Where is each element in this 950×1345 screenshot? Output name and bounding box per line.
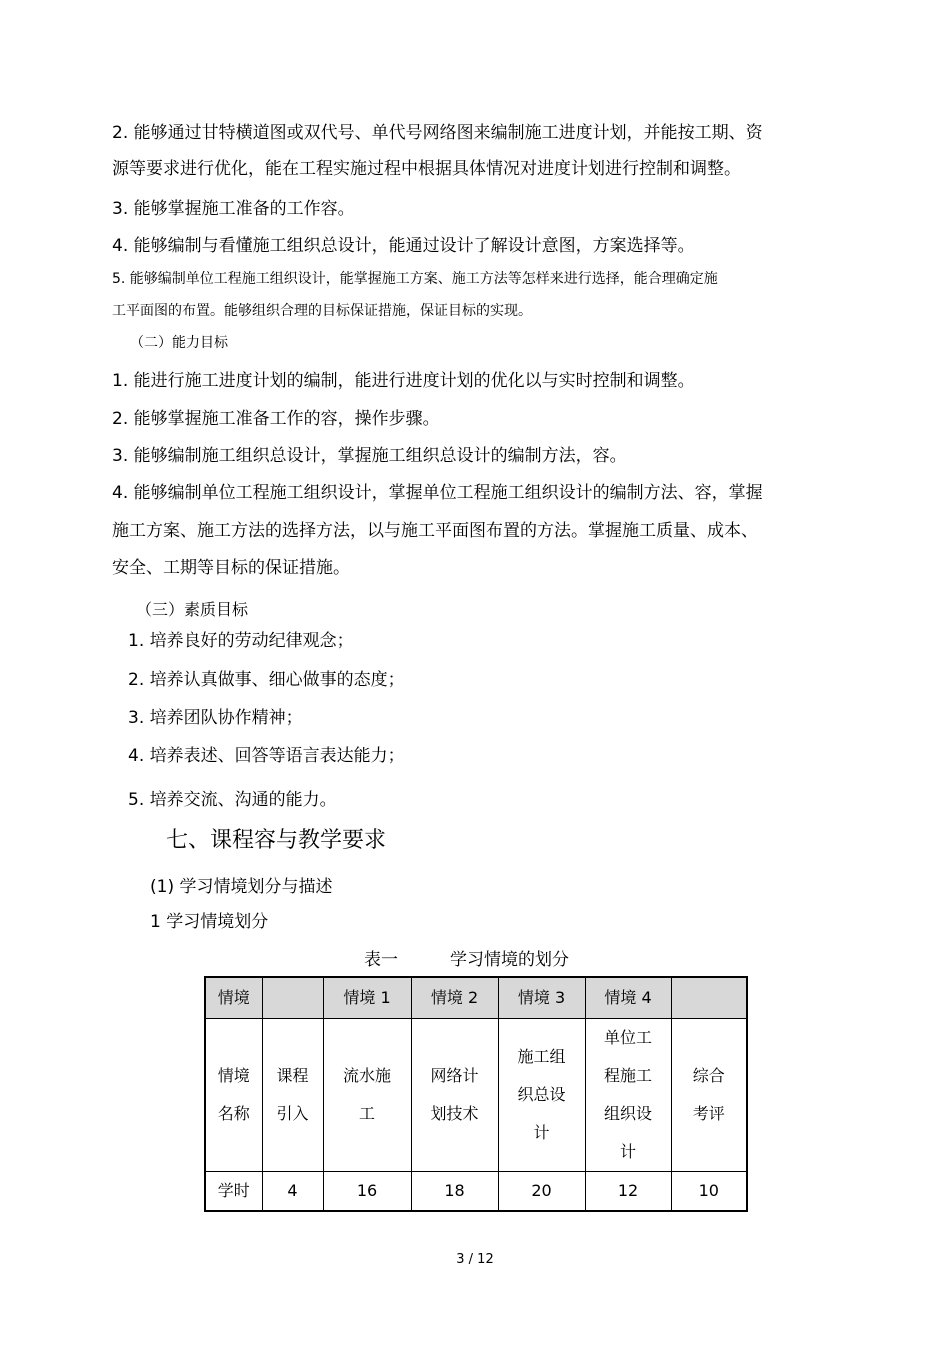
name-text: 情境名称 (217, 1066, 250, 1123)
quality-item-2: 2. 培养认真做事、细心做事的态度； (128, 670, 405, 690)
quality-item-1: 1. 培养良好的劳动纪律观念； (128, 631, 354, 651)
ability-item-4-line-2: 施工方案、施工方法的选择方法，以与施工平面图布置的方法。掌握施工质量、成本、 (112, 521, 758, 541)
name-text: 综合考评 (692, 1066, 725, 1123)
header-cell: 情境 2 (411, 977, 498, 1019)
hours-cell: 18 (411, 1172, 498, 1212)
hours-cell: 12 (585, 1172, 671, 1212)
hours-cell: 学时 (205, 1172, 262, 1212)
knowledge-item-5-line-2: 工平面图的布置。能够组织合理的目标保证措施，保证目标的实现。 (112, 303, 532, 319)
section-7-subheading-1: (1) 学习情境划分与描述 (150, 877, 333, 897)
table-caption-title: 学习情境的划分 (450, 950, 569, 970)
knowledge-item-4: 4. 能够编制与看懂施工组织总设计，能通过设计了解设计意图，方案选择等。 (112, 236, 695, 256)
name-text: 单位工程施工组织设计 (603, 1028, 652, 1161)
knowledge-item-2-line-1: 2. 能够通过甘特横道图或双代号、单代号网络图来编制施工进度计划，并能按工期、资 (112, 123, 763, 143)
table-caption-label: 表一 (364, 950, 398, 970)
name-cell (585, 1019, 671, 1172)
hours-cell: 20 (498, 1172, 585, 1212)
quality-item-4: 4. 培养表述、回答等语言表达能力； (128, 746, 405, 766)
ability-heading: （二）能力目标 (130, 335, 228, 351)
quality-item-5: 5. 培养交流、沟通的能力。 (128, 790, 337, 810)
table-names-row (205, 1019, 747, 1172)
name-text: 流水施工 (342, 1066, 391, 1123)
quality-heading: （三）素质目标 (136, 600, 249, 619)
name-text: 施工组织总设计 (517, 1047, 566, 1142)
table-hours-row (205, 1172, 747, 1212)
hours-cell: 16 (323, 1172, 411, 1212)
knowledge-item-5-line-1: 5. 能够编制单位工程施工组织设计，能掌握施工方案、施工方法等怎样来进行选择，能合理确定施 (112, 271, 718, 287)
situations-table (204, 976, 748, 1212)
quality-item-3: 3. 培养团队协作精神； (128, 708, 303, 728)
name-cell (411, 1019, 498, 1172)
table-header-row (205, 977, 747, 1019)
section-7-subheading-2: 1 学习情境划分 (150, 912, 269, 932)
knowledge-item-3: 3. 能够掌握施工准备的工作容。 (112, 199, 355, 219)
hours-cell: 10 (671, 1172, 747, 1212)
name-cell (262, 1019, 323, 1172)
knowledge-item-2-line-2: 源等要求进行优化，能在工程实施过程中根据具体情况对进度计划进行控制和调整。 (112, 159, 741, 179)
header-cell (671, 977, 747, 1019)
ability-item-4-line-3: 安全、工期等目标的保证措施。 (112, 558, 350, 578)
name-text: 课程引入 (276, 1066, 309, 1123)
ability-item-4-line-1: 4. 能够编制单位工程施工组织设计，掌握单位工程施工组织设计的编制方法、容，掌握 (112, 483, 763, 503)
section-7-title: 七、课程容与教学要求 (166, 828, 387, 853)
name-cell (671, 1019, 747, 1172)
ability-item-2: 2. 能够掌握施工准备工作的容，操作步骤。 (112, 409, 440, 429)
name-text: 网络计划技术 (430, 1066, 479, 1123)
header-cell (262, 977, 323, 1019)
header-cell: 情境 4 (585, 977, 671, 1019)
name-cell (323, 1019, 411, 1172)
header-cell: 情境 1 (323, 977, 411, 1019)
ability-item-1: 1. 能进行施工进度计划的编制，能进行进度计划的优化以与实时控制和调整。 (112, 371, 695, 391)
header-cell: 情境 3 (498, 977, 585, 1019)
header-cell: 情境 (205, 977, 262, 1019)
name-cell (498, 1019, 585, 1172)
ability-item-3: 3. 能够编制施工组织总设计，掌握施工组织总设计的编制方法，容。 (112, 446, 627, 466)
name-cell (205, 1019, 262, 1172)
page-number: 3 / 12 (456, 1252, 494, 1267)
hours-cell: 4 (262, 1172, 323, 1212)
